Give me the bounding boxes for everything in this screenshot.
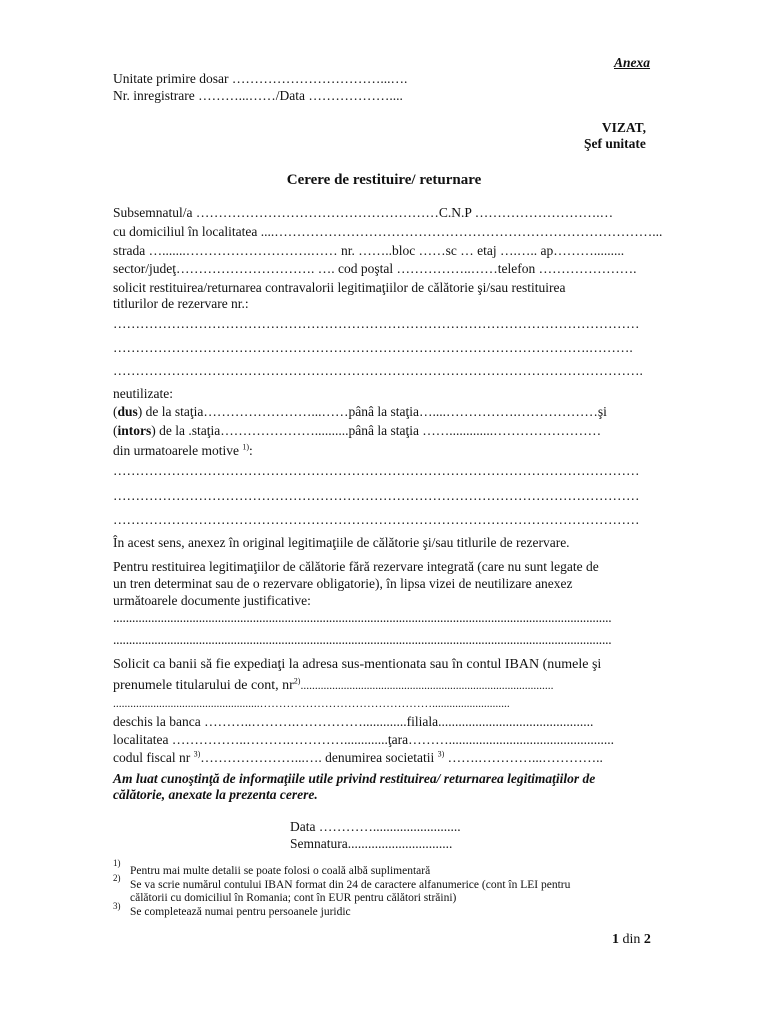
unitate-field[interactable]: Unitate primire dosar ……………………………...…. [113, 71, 408, 86]
informatii-note-2: călătorie, anexate la prezenta cerere. [113, 787, 318, 802]
pentru-text-3: următoarele documente justificative: [113, 593, 311, 608]
documente-line-1[interactable]: ............................................................................................................................................................. [113, 610, 612, 625]
iban-line[interactable]: ...................................................………………………………………........................... [113, 698, 510, 710]
footnote-ref-3: 3) [193, 749, 201, 759]
banca-field[interactable]: deschis la banca ………..……….…………….............filiala.............................................. [113, 714, 594, 729]
documente-line-2[interactable]: ............................................................................................................................................................. [113, 632, 612, 647]
anexa-label: Anexa [614, 55, 651, 70]
vizat-label: VIZAT, [601, 120, 647, 135]
localitatea-field[interactable]: localitatea ……………..……….………….............ţara………................................................. [113, 732, 614, 747]
paren: ( [113, 404, 118, 419]
footnote-ref-3b: 3) [437, 749, 445, 759]
titluri-line-3[interactable]: ………………………………………………………………………………………………………. [113, 363, 643, 378]
acest-sens-text: În acest sens, anexez în original legitimaţiile de călătorie şi/sau titlurile de rezervare. [113, 535, 570, 550]
page-total: 2 [643, 932, 651, 947]
dus-field[interactable] [113, 404, 607, 420]
colon: : [249, 443, 253, 458]
informatii-note-1: Am luat cunoştinţă de informaţiile utile privind restituirea/ returnarea legitimaţiilor de [113, 771, 596, 786]
footnote-ref-2: 2) [293, 676, 301, 686]
iban-dots: ........................................................................................ [300, 680, 554, 692]
motive-label [113, 443, 253, 459]
intors-stations: ) de la .staţia…………………..........pânâ la staţia …….............…………………… [151, 423, 602, 438]
pentru-text-1: Pentru restituirea legitimaţiilor de călătorie fără rezervare integrată (care nu sunt legate de [113, 559, 599, 574]
dus-stations: ) de la staţia……………………...……pânâ la staţia…....…………….………………şi [137, 404, 607, 419]
sef-unitate-label: Şef unitate [584, 136, 646, 151]
titluri-line-1[interactable]: ……………………………………………………………………………………………………… [113, 316, 640, 331]
societate-dots: …….…………...………….. [447, 750, 603, 765]
footnote-mark-1: 1) [113, 858, 121, 868]
footnote-3: Se completează numai pentru persoanele juridic [130, 906, 351, 918]
cod-fiscal-label: codul fiscal nr [113, 750, 191, 765]
iban-field[interactable] [113, 677, 553, 694]
solicit-text: solicit restituirea/returnarea contravalorii legitimaţiilor de călătorie şi/sau restituirea [113, 280, 566, 295]
solicit-iban-text-1: Solicit ca banii să fie expediaţi la adresa sus-mentionata sau în contul IBAN (numele şi [113, 657, 602, 672]
footnote-ref-1: 1) [242, 442, 250, 452]
domiciliu-field[interactable]: cu domiciliul în localitatea ....…………………………………………………………………………... [113, 224, 663, 239]
data-field[interactable]: Data ………….......................... [290, 819, 461, 834]
footnote-2: Se va scrie numărul contului IBAN format din 24 de caractere alfanumerice (cont în LEI pentru [130, 879, 571, 891]
paren: ( [113, 423, 118, 438]
nr-inregistrare-field[interactable]: Nr. inregistrare ………...……/Data ……………….... [113, 88, 403, 103]
footnote-2-cont: călătorii cu domiciliul în Romania; cont în EUR pentru călători străini) [130, 892, 457, 904]
societate-label: …………………...…. denumirea societatii [200, 750, 435, 765]
motive-line-3[interactable]: ……………………………………………………………………………………………………… [113, 512, 640, 527]
strada-field[interactable]: strada ….......……………………….…… nr. ……..bloc ……sc … etaj ….….. ap………......... [113, 243, 625, 258]
intors-label: intors [117, 423, 152, 438]
motive-line-2[interactable]: ……………………………………………………………………………………………………… [113, 488, 640, 503]
titluri-line-2[interactable]: …………………………………………………………………………………………….………. [113, 340, 633, 355]
cod-fiscal-field[interactable] [113, 750, 603, 766]
page-sep: din [619, 932, 644, 947]
dus-label: dus [117, 404, 138, 419]
neutilizate-label: neutilizate: [113, 386, 173, 401]
semnatura-field[interactable]: Semnatura............................... [290, 836, 453, 851]
titluri-text: titlurilor de rezervare nr.: [113, 296, 249, 311]
nume-cnp-field[interactable]: Subsemnatul/a ………………………………………………C.N.P ……………………….… [113, 205, 614, 220]
iban-label: prenumele titularului de cont, nr [113, 678, 294, 693]
footnote-1: Pentru mai multe detalii se poate folosi o coală albă suplimentară [130, 865, 431, 877]
intors-field[interactable] [113, 423, 601, 439]
sector-field[interactable]: sector/judeţ…………………………. …. cod poştal ……………..……telefon …………………. [113, 261, 637, 276]
motive-line-1[interactable]: ……………………………………………………………………………………………………… [113, 463, 640, 478]
page-title: Cerere de restituire/ returnare [286, 172, 482, 188]
pentru-text-2: un tren determinat sau de o rezervare obligatorie), în lipsa vizei de neutilizare anexez [113, 576, 573, 591]
motive-text: din urmatoarele motive [113, 443, 239, 458]
page-current: 1 [612, 932, 619, 947]
footnote-mark-2: 2) [113, 873, 121, 883]
footnote-mark-3: 3) [113, 901, 121, 911]
page-number [612, 932, 651, 948]
